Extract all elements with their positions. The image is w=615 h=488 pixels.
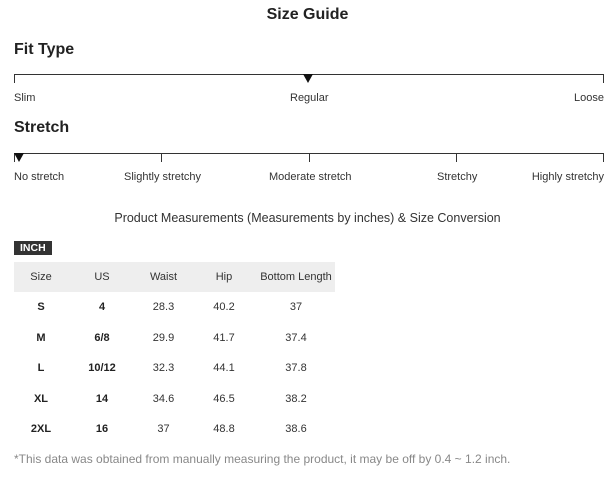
- table-row: [14, 414, 335, 445]
- fit-type-tick: [14, 74, 15, 83]
- bottom-length-cell: 38.2: [285, 392, 307, 405]
- waist-cell: 34.6: [152, 392, 175, 405]
- us-cell: 16: [95, 423, 109, 436]
- size-cell: XL: [33, 392, 49, 405]
- table-row: [14, 353, 335, 384]
- waist-cell: 29.9: [152, 331, 175, 344]
- us-cell: 6/8: [94, 331, 110, 344]
- us-cell: 14: [95, 392, 109, 405]
- waist-cell: 32.3: [152, 362, 175, 375]
- fit-type-tick: [603, 74, 604, 83]
- waist-cell: 37: [157, 423, 170, 436]
- table-header-row: [14, 262, 335, 292]
- stretch-marker-icon: [14, 153, 24, 162]
- size-cell: 2XL: [30, 423, 52, 436]
- us-cell: 10/12: [88, 362, 116, 375]
- stretch-tick: [456, 153, 457, 162]
- waist-cell: 28.3: [152, 301, 175, 314]
- hip-cell: 44.1: [213, 362, 235, 375]
- column-header: Hip: [191, 262, 257, 292]
- column-header: Waist: [136, 262, 191, 292]
- stretch-label-moderate: Moderate stretch: [269, 171, 352, 183]
- hip-cell: 48.8: [213, 423, 235, 436]
- measurements-title: Product Measurements (Measurements by inches) & Size Conversion: [114, 211, 501, 225]
- size-cell: S: [37, 301, 45, 314]
- stretch-label-slight: Slightly stretchy: [124, 171, 202, 183]
- unit-badge: INCH: [14, 241, 52, 255]
- stretch-tick: [309, 153, 310, 162]
- column-header: Bottom Length: [257, 262, 335, 292]
- us-cell: 4: [98, 301, 106, 314]
- stretch-label-high: Highly stretchy: [531, 171, 604, 183]
- stretch-tick: [161, 153, 162, 162]
- hip-cell: 41.7: [213, 331, 235, 344]
- fit-type-label-loose: Loose: [574, 92, 604, 104]
- hip-cell: 46.5: [213, 392, 235, 405]
- fit-type-scale: [14, 74, 604, 84]
- table-row: [14, 292, 335, 323]
- column-header: US: [68, 262, 136, 292]
- stretch-label-stretchy: Stretchy: [437, 171, 478, 183]
- bottom-length-cell: 37.4: [285, 331, 307, 344]
- fit-type-label-regular: Regular: [290, 92, 329, 104]
- column-header: Size: [14, 262, 68, 292]
- bottom-length-cell: 37: [289, 301, 303, 314]
- page-title: Size Guide: [266, 6, 349, 23]
- fit-type-heading: Fit Type: [14, 41, 75, 58]
- table-row: [14, 323, 335, 354]
- fit-type-label-slim: Slim: [14, 92, 36, 104]
- hip-cell: 40.2: [213, 301, 235, 314]
- bottom-length-cell: 37.8: [285, 362, 307, 375]
- table-row: [14, 384, 335, 415]
- stretch-scale: [14, 153, 604, 163]
- size-cell: L: [37, 362, 45, 375]
- disclaimer-note: *This data was obtained from manually measuring the product, it may be off by 0.4 ~ 1.2 inch.: [14, 452, 511, 466]
- size-cell: M: [36, 331, 46, 344]
- fit-type-marker-icon: [303, 74, 313, 83]
- stretch-label-none: No stretch: [14, 171, 65, 183]
- size-table: [14, 262, 335, 445]
- stretch-heading: Stretch: [14, 119, 70, 136]
- bottom-length-cell: 38.6: [285, 423, 307, 436]
- stretch-tick: [603, 153, 604, 162]
